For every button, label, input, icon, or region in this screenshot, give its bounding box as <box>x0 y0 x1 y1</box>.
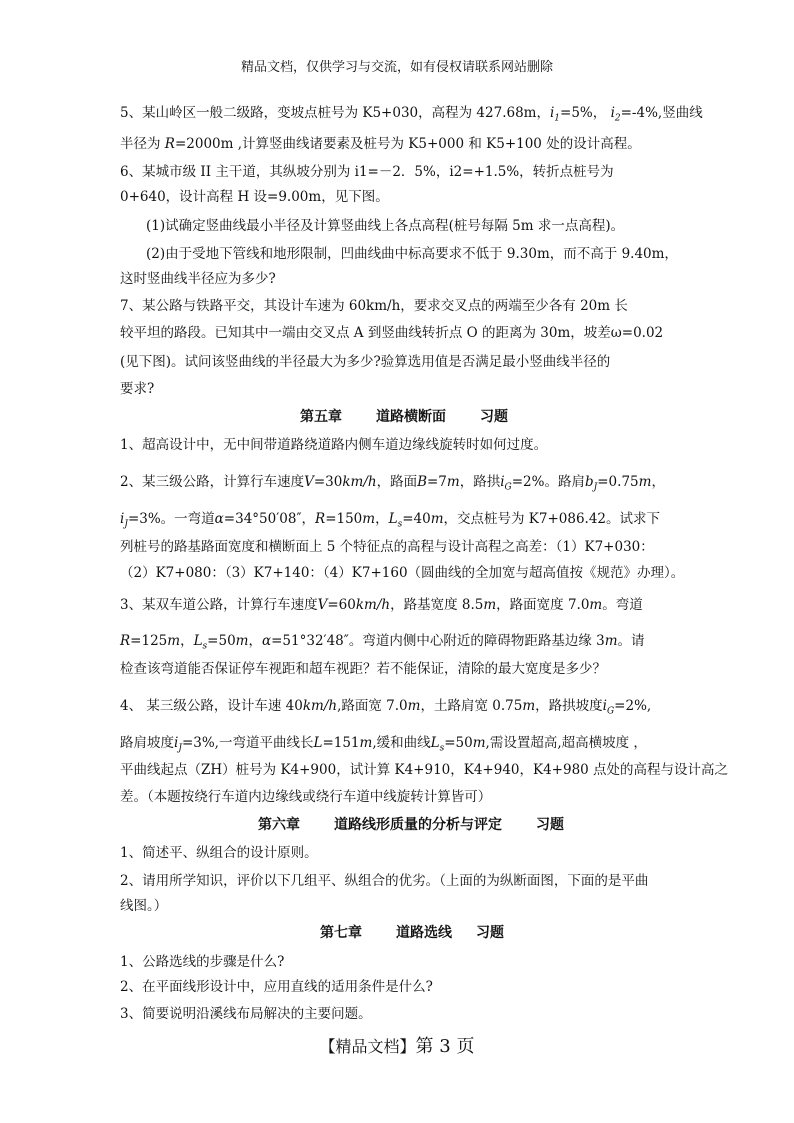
problem-6-line-5: 这时竖曲线半径应为多少? <box>120 271 276 287</box>
problem-6-subq-1: (1)试确定竖曲线最小半径及计算竖曲线上各点高程(桩号每隔 5m 求一点高程)。 <box>146 218 625 234</box>
ch5-question-1: 1、超高设计中，无中间带道路绕道路内侧车道边缘线旋转时如何过度。 <box>120 437 548 453</box>
ch5-question-2-line-2: $i_J=3\%$。一弯道α=34°50′08″，R=150m，$L_s=40m$，交点桩号为 K7+086.42。试求下 <box>120 511 661 530</box>
chapter-6-heading: 第六章 道路线形质量的分析与评定 习题 <box>258 817 564 833</box>
page-footer <box>0 1032 794 1058</box>
ch5-question-4-line-1: 4、 某三级公路，设计车速 40km/h,路面宽 7.0m，土路肩宽 0.75m，路拱坡度$i_G=2\%$, <box>120 698 652 717</box>
chapter-5-heading: 第五章 道路横断面 习题 <box>300 409 508 425</box>
i2-symbol: i <box>610 105 615 121</box>
ch6-question-2-line-1: 2、请用所学知识，评价以下几组平、纵组合的优劣。（上面的为纵断面图，下面的是平曲 <box>120 873 649 889</box>
ch6-question-1: 1、简述平、纵组合的设计原则。 <box>120 845 318 861</box>
chapter-7-heading: 第七章 道路选线 习题 <box>320 925 504 941</box>
problem-7-line-3: (见下图)。试问该竖曲线的半径最大为多少?验算选用值是否满足最小竖曲线半径的 <box>120 354 611 370</box>
ch7-question-1: 1、公路选线的步骤是什么? <box>120 954 285 970</box>
i1-symbol: i <box>549 105 555 121</box>
page-number: 第 3 页 <box>415 1036 475 1057</box>
problem-7-line-2: 较平坦的路段。已知其中一端由交叉点 A 到竖曲线转折点 O 的距离为 30m，坡差ω=0.02 <box>120 325 664 341</box>
ch7-question-2: 2、在平面线形设计中，应用直线的适用条件是什么? <box>120 979 433 995</box>
ch5-question-3-line-3: 检查该弯道能否保证停车视距和超车视距？若不能保证，清除的最大宽度是多少？ <box>120 661 606 677</box>
page-header: 精品文档，仅供学习与交流，如有侵权请联系网站删除 <box>240 60 553 75</box>
problem-5-line-2: 半径为 R=2000m ,计算竖曲线诸要素及桩号为 K5+000 和 K5+100 处的设计高程。 <box>120 136 641 152</box>
ch5-question-4-line-2: 路肩坡度$i_J=3\%$,一弯道平曲线长L=151m,缓和曲线$L_s=50m$,需设置超高,超高横坡度 ， <box>120 735 647 754</box>
problem-7-line-1: 7、某公路与铁路平交，其设计车速为 60km/h，要求交叉点的两端至少各有 20m 长 <box>120 298 628 314</box>
ch5-question-3-line-1: 3、某双车道公路，计算行车速度V=60km/h，路基宽度 8.5m，路面宽度 7.0m。弯道 <box>120 597 643 613</box>
ch5-question-4-line-4: 差。（本题按绕行车道内边缘线或绕行车道中线旋转计算皆可） <box>120 789 492 805</box>
ch5-question-2-line-4: （2）K7+080：（3）K7+140：（4）K7+160（圆曲线的全加宽与超高值按《规范》办理）。 <box>120 565 685 581</box>
ch6-question-2-line-2: 线图。） <box>120 898 168 914</box>
ch7-question-3: 3、简要说明沿溪线布局解决的主要问题。 <box>120 1006 372 1022</box>
problem-6-subq-2: (2)由于受地下管线和地形限制，凹曲线曲中标高要求不低于 9.30m，而不高于 9.40m， <box>146 246 678 262</box>
footer-label: 【精品文档】 <box>319 1037 416 1056</box>
ch5-question-2-line-3: 列桩号的路基路面宽度和横断面上 5 个特征点的高程与设计高程之高差：（1）K7+030： <box>120 539 654 555</box>
problem-7-line-4: 要求? <box>120 381 155 397</box>
problem-6-line-1: 6、某城市级 II 主干道，其纵坡分别为 i1=－2．5%，i2=+1.5%，转折点桩号为 <box>120 164 614 180</box>
problem-5-line-1: 5、某山岭区一般二级路，变坡点桩号为 K5+030，高程为 427.68m，$i_1=5\%$， $i_2=-4\%$,竖曲线 <box>120 105 703 124</box>
ch5-question-3-line-2: R=125m，$L_s=50m$，α=51°32′48″。弯道内侧中心附近的障碍物距路基边缘 3m。请 <box>120 633 645 652</box>
ch5-question-2-line-1: 2、某三级公路，计算行车速度V=30km/h，路面B=7m，路拱$i_G=2\%$。路肩$b_J=0.75m$， <box>120 474 665 493</box>
problem-6-line-2: 0+640，设计高程 H 设=9.00m，见下图。 <box>120 189 389 205</box>
ch5-question-4-line-3: 平曲线起点（ZH）桩号为 K4+900，试计算 K4+910，K4+940，K4+980 点处的高程与设计高之 <box>120 762 729 778</box>
